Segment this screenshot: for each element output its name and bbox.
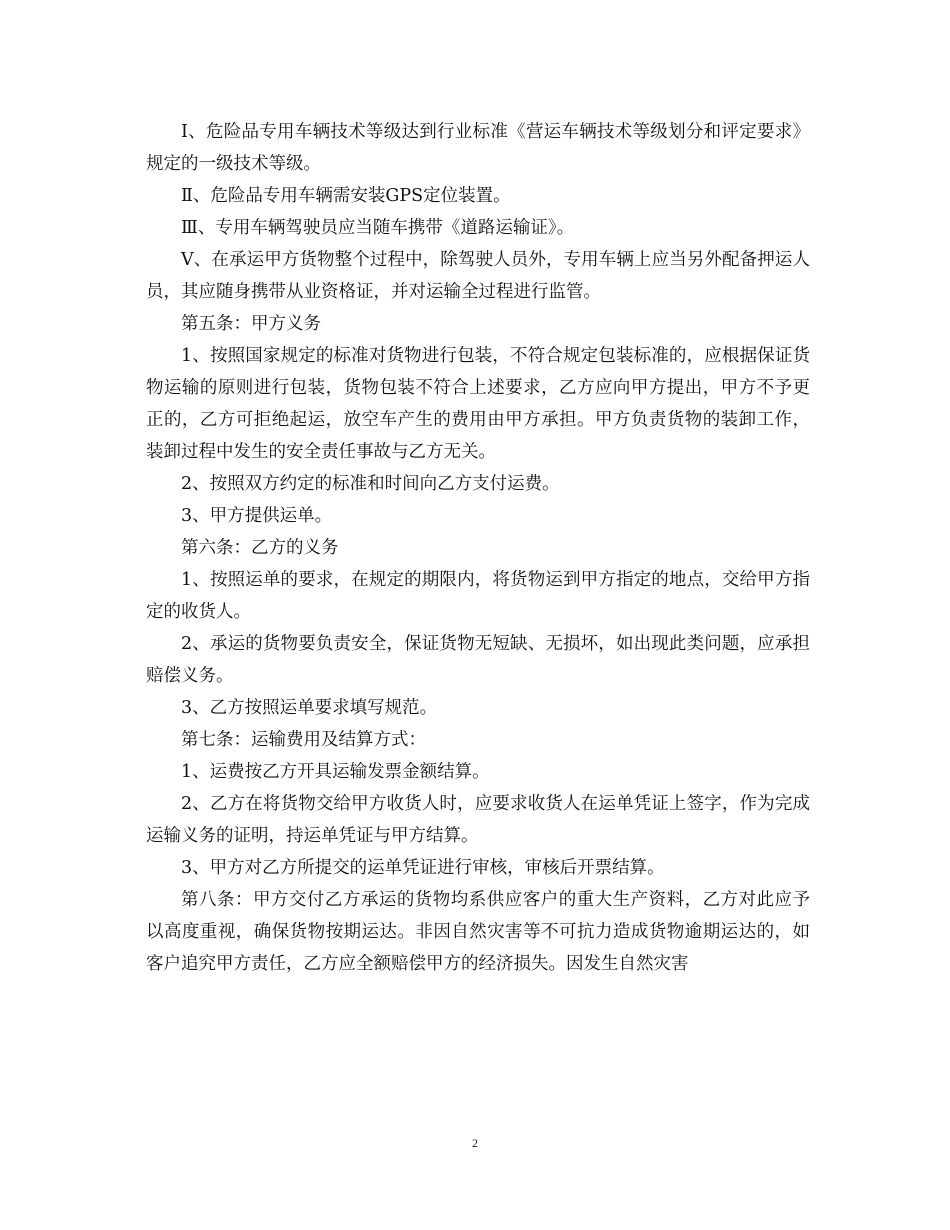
paragraph-article-5-item-3: 3、甲方提供运单。 bbox=[181, 506, 333, 526]
paragraph-transport-permit: Ⅲ、专用车辆驾驶员应当随车携带《道路运输证》。 bbox=[181, 218, 575, 238]
paragraph-article-5-item-2: 2、按照双方约定的标准和时间向乙方支付运费。 bbox=[181, 474, 560, 494]
paragraph-vehicle-grade: Ⅰ、危险品专用车辆技术等级达到行业标准《营运车辆技术等级划分和评定要求》规定的一级技术等级。 bbox=[146, 122, 810, 174]
paragraph-gps-device: Ⅱ、危险品专用车辆需安装GPS定位装置。 bbox=[181, 186, 511, 206]
document-body bbox=[146, 116, 810, 980]
paragraph-article-6-item-1: 1、按照运单的要求，在规定的期限内，将货物运到甲方指定的地点，交给甲方指定的收货人。 bbox=[146, 570, 810, 622]
paragraph-article-8: 第八条：甲方交付乙方承运的货物均系供应客户的重大生产资料，乙方对此应予以高度重视，确保货物按期运达。非因自然灾害等不可抗力造成货物逾期运达的，如客户追究甲方责任，乙方应全额赔偿甲方的经济损失。因发生自然灾害 bbox=[146, 890, 810, 974]
paragraph-article-7-item-3: 3、甲方对乙方所提交的运单凭证进行审核，审核后开票结算。 bbox=[181, 858, 665, 878]
paragraph-escort-personnel: Ⅴ、在承运甲方货物整个过程中，除驾驶人员外，专用车辆上应当另外配备押运人员，其应随身携带从业资格证，并对运输全过程进行监管。 bbox=[146, 250, 810, 302]
page-number: 2 bbox=[472, 1136, 478, 1150]
paragraph-article-7-item-2: 2、乙方在将货物交给甲方收货人时，应要求收货人在运单凭证上签字，作为完成运输义务的证明，持运单凭证与甲方结算。 bbox=[146, 794, 810, 846]
paragraph-article-6-item-3: 3、乙方按照运单要求填写规范。 bbox=[181, 698, 438, 718]
heading-article-6: 第六条：乙方的义务 bbox=[181, 538, 339, 558]
paragraph-article-6-item-2: 2、承运的货物要负责安全，保证货物无短缺、无损坏，如出现此类问题，应承担赔偿义务。 bbox=[146, 634, 810, 686]
paragraph-article-5-item-1: 1、按照国家规定的标准对货物进行包装，不符合规定包装标准的，应根据保证货物运输的原则进行包装，货物包装不符合上述要求，乙方应向甲方提出，甲方不予更正的，乙方可拒绝起运，放空车产生的费用由甲方承担。甲方负责货物的装卸工作，装卸过程中发生的安全责任事故与乙方无关。 bbox=[146, 346, 810, 462]
heading-article-5: 第五条：甲方义务 bbox=[181, 314, 321, 334]
heading-article-7: 第七条：运输费用及结算方式： bbox=[181, 730, 426, 750]
paragraph-article-7-item-1: 1、运费按乙方开具运输发票金额结算。 bbox=[181, 762, 490, 782]
